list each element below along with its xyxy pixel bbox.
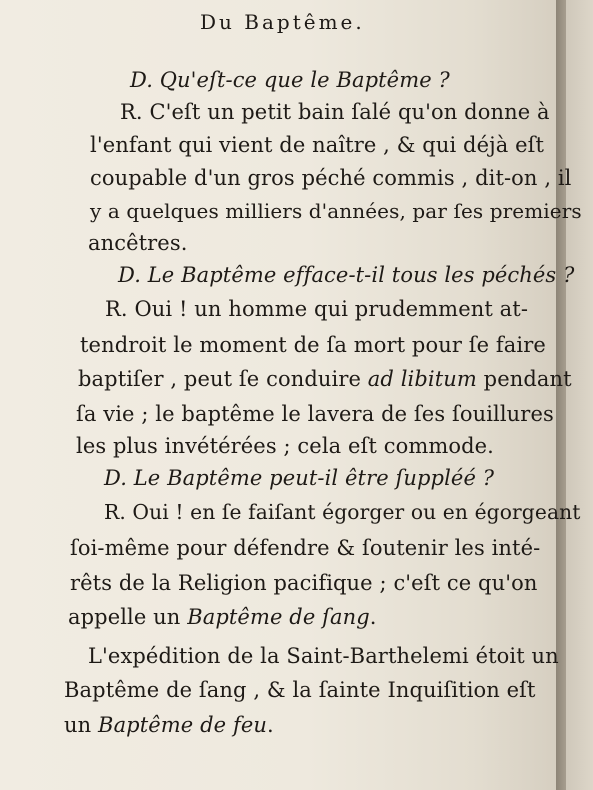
text-line: L'expédition de la Saint-Barthelemi étoit un (88, 644, 559, 668)
italic-phrase: Baptême de feu (98, 713, 267, 737)
text-line: ancêtres. (88, 231, 188, 255)
text-line: rêts de la Religion pacifique ; c'eſt ce qu'on (70, 571, 538, 595)
text-line: Baptême de ſang , & la ſainte Inquiſition eſt (64, 678, 536, 702)
question-line: D. Qu'eſt-ce que le Baptême ? (130, 68, 450, 92)
text-line: appelle un Baptême de ſang. (68, 605, 377, 629)
text-line: les plus invétérées ; cela eſt commode. (76, 434, 494, 458)
question-line: D. Le Baptême efface-t-il tous les péchés ? (118, 263, 575, 287)
italic-phrase: ad libitum (367, 367, 477, 391)
text-line: R. C'eſt un petit bain ſalé qu'on donne à (120, 100, 550, 124)
text-line: R. Oui ! un homme qui prudemment at- (105, 297, 529, 321)
running-header: Du Baptême. (200, 10, 365, 34)
text-line: baptiſer , peut ſe conduire ad libitum pendant (78, 367, 572, 391)
text-line: tendroit le moment de ſa mort pour ſe faire (80, 333, 546, 357)
text-line: ſa vie ; le baptême le lavera de ſes ſouillures (76, 402, 554, 426)
text-line: R. Oui ! en ſe faiſant égorger ou en égorgeant (104, 500, 581, 524)
question-line: D. Le Baptême peut-il être ſuppléé ? (104, 466, 495, 490)
text-line: coupable d'un gros péché commis , dit-on , il (90, 166, 572, 190)
text-line: l'enfant qui vient de naître , & qui déjà eſt (90, 133, 545, 157)
text-line: y a quelques milliers d'années, par ſes premiers (90, 199, 582, 223)
italic-phrase: Baptême de ſang (187, 605, 370, 629)
text-line: ſoi-même pour défendre & ſoutenir les inté- (70, 536, 541, 560)
text-line: un Baptême de feu. (64, 713, 274, 737)
